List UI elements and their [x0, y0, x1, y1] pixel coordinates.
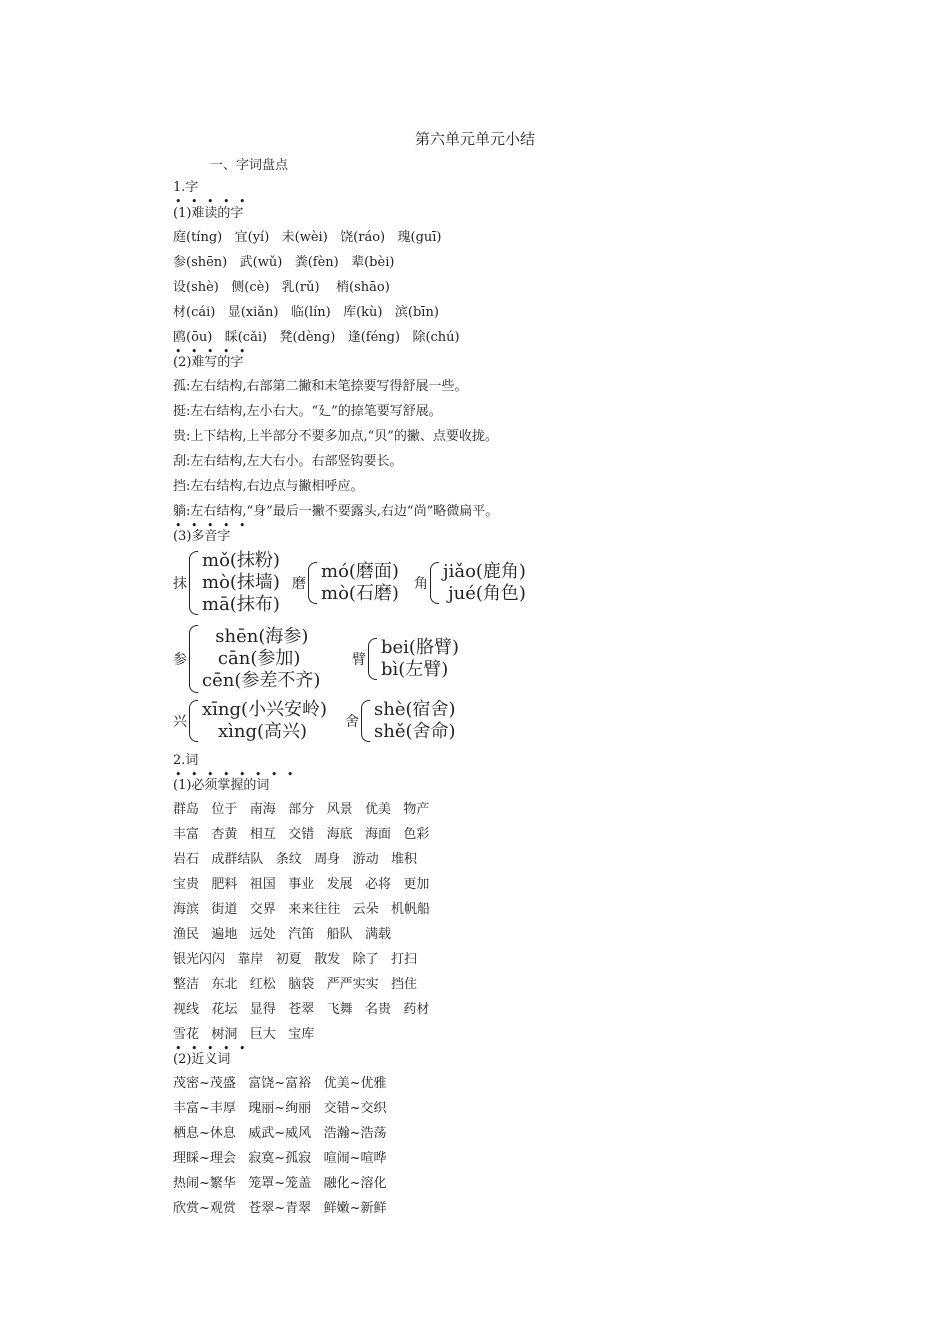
emphasis-dots: • • • • • — [175, 345, 249, 358]
polyphone-reading: shè(宿舍) — [374, 699, 456, 720]
brace-icon — [189, 551, 198, 615]
word-row: 宝贵 肥料 祖国 事业 发展 必将 更加 — [173, 877, 430, 892]
hard-write-row: 贵:上下结构,上半部分不要多加点,“贝”的撇、点要收拢。 — [173, 429, 498, 444]
polyphone-group — [173, 550, 280, 616]
synonym-row: 欣赏~观赏 苍翠~青翠 鲜嫩~新鲜 — [173, 1201, 387, 1216]
synonym-row: 热闹~繁华 笼罩~笼盖 融化~溶化 — [173, 1176, 387, 1191]
polyphone-reading: mò(抹墙) — [202, 572, 280, 593]
brace-icon — [308, 562, 317, 604]
polyphone-reading: cēn(参差不齐) — [202, 670, 321, 691]
synonym-row: 理睬~理会 寂寞~孤寂 喧闹~喧哗 — [173, 1151, 387, 1166]
subheading-synonyms: (2)近义词 — [173, 1052, 231, 1067]
polyphone-reading: mā(抹布) — [202, 594, 280, 615]
polyphone-char: 臂 — [352, 652, 366, 668]
polyphone-char: 参 — [173, 652, 187, 668]
brace-icon — [430, 562, 439, 604]
word-row: 银光闪闪 靠岸 初夏 散发 除了 打扫 — [173, 952, 417, 967]
hard-write-row: 挺:左右结构,左小右大。“廴”的捺笔要写舒展。 — [173, 404, 442, 419]
word-row: 岩石 成群结队 条纹 周身 游动 堆积 — [173, 852, 417, 867]
subheading-polyphones: (3)多音字 — [173, 529, 231, 544]
hard-read-row: 鸥(ōu) 睬(cǎi) 凳(dèng) 逢(féng) 除(chú) — [173, 330, 460, 345]
polyphone-reading: bì(左臂) — [381, 659, 449, 680]
polyphone-reading: shě(舍命) — [374, 721, 456, 742]
hard-write-row: 躺:左右结构,“身”最后一撇不要露头,右边“尚”略微扁平。 — [173, 504, 499, 519]
polyphone-group — [414, 561, 526, 605]
emphasis-dots: • • • • • — [175, 1042, 249, 1055]
polyphone-char: 抹 — [173, 576, 187, 592]
hard-write-row: 挡:左右结构,右边点与撇相呼应。 — [173, 479, 364, 494]
hard-read-row: 材(cái) 显(xiǎn) 临(lín) 库(kù) 滨(bīn) — [173, 305, 439, 320]
polyphone-reading: xīng(小兴安岭) — [202, 699, 328, 720]
brace-icon — [189, 700, 198, 742]
brace-icon — [361, 700, 370, 742]
polyphone-reading: mǒ(抹粉) — [202, 550, 280, 571]
polyphone-reading: bei(胳臂) — [381, 637, 459, 658]
part-heading-words: 2.词 — [173, 753, 199, 768]
polyphone-reading: jiǎo(鹿角) — [443, 561, 526, 582]
word-row: 整洁 东北 红松 脑袋 严严实实 挡住 — [173, 977, 417, 992]
word-row: 海滨 街道 交界 来来往往 云朵 机帆船 — [173, 902, 430, 917]
hard-write-row: 刮:左右结构,左大右小。右部竖钩要长。 — [173, 454, 403, 469]
word-row: 渔民 遍地 远处 汽笛 船队 满载 — [173, 927, 391, 942]
brace-icon — [368, 638, 377, 680]
word-row: 视线 花坛 显得 苍翠 飞舞 名贵 药材 — [173, 1002, 430, 1017]
subheading-hard-to-read: (1)难读的字 — [173, 206, 244, 221]
hard-read-row: 设(shè) 侧(cè) 乳(rǔ) 梢(shāo) — [173, 280, 390, 295]
page-title: 第六单元单元小结 — [414, 130, 535, 148]
polyphone-group — [173, 625, 320, 693]
polyphone-reading: xìng(高兴) — [218, 721, 308, 742]
polyphone-group — [352, 637, 459, 681]
brace-icon — [189, 625, 198, 693]
polyphone-char: 舍 — [345, 714, 359, 730]
subheading-must-master: (1)必须掌握的词 — [173, 778, 270, 793]
emphasis-dots: • • • • • • • • — [175, 768, 297, 781]
emphasis-dots: • • • • • — [175, 195, 249, 208]
word-row: 雪花 树洞 巨大 宝库 — [173, 1027, 315, 1042]
synonym-row: 茂密~茂盛 富饶~富裕 优美~优雅 — [173, 1076, 387, 1091]
polyphone-reading: jué(角色) — [448, 583, 526, 604]
polyphone-reading: mò(石磨) — [321, 583, 399, 604]
hard-read-row: 参(shēn) 武(wǔ) 粪(fèn) 辈(bèi) — [173, 255, 395, 270]
polyphone-reading: mó(磨面) — [321, 561, 399, 582]
emphasis-dots: • • • • • — [175, 519, 249, 532]
polyphone-group — [345, 699, 456, 743]
polyphone-char: 角 — [414, 576, 428, 592]
polyphone-reading: cān(参加) — [217, 648, 301, 669]
section-heading: 一、字词盘点 — [210, 158, 289, 173]
polyphone-char: 磨 — [292, 576, 306, 592]
synonym-row: 栖息~休息 威武~威风 浩瀚~浩荡 — [173, 1126, 387, 1141]
subheading-hard-to-write: (2)难写的字 — [173, 355, 244, 370]
polyphone-char: 兴 — [173, 714, 187, 730]
part-heading-characters: 1.字 — [173, 180, 199, 195]
synonym-row: 丰富~丰厚 瑰丽~绚丽 交错~交织 — [173, 1101, 387, 1116]
word-row: 群岛 位于 南海 部分 风景 优美 物产 — [173, 802, 430, 817]
hard-write-row: 孤:左右结构,右部第二撇和末笔捺要写得舒展一些。 — [173, 379, 468, 394]
polyphone-group — [173, 699, 327, 743]
hard-read-row: 庭(tíng) 宜(yí) 未(wèi) 饶(ráo) 瑰(guī) — [173, 230, 442, 245]
word-row: 丰富 杏黄 相互 交错 海底 海面 色彩 — [173, 827, 430, 842]
polyphone-reading: shēn(海参) — [215, 626, 309, 647]
polyphone-group — [292, 561, 399, 605]
